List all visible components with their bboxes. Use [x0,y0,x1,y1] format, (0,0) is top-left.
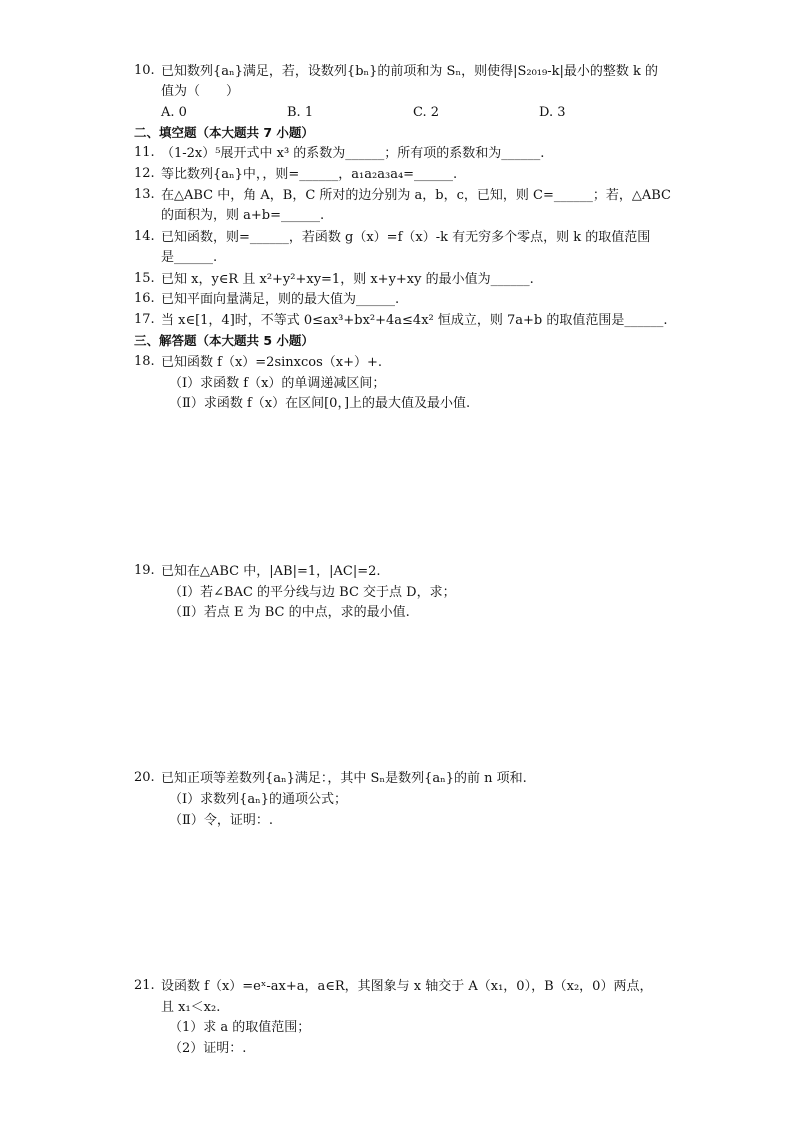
question-number: 21. [134,978,155,993]
question-text: 已知数列{aₙ}满足，若，设数列{bₙ}的前项和为 Sₙ，则使得|S₂₀₁₉-k|最小的整数 k 的 [161,64,658,79]
question-number: 16. [134,291,155,306]
question-text: 在△ABC 中，角 A，B，C 所对的边分别为 a，b，c，已知，则 C=______；若，△ABC [161,188,671,203]
sub-question-2: （2）证明：. [169,1041,247,1056]
sub-question-2: （Ⅱ）求函数 f（x）在区间[0，]上的最大值及最小值. [169,396,471,411]
question-text-cont: 是______. [161,250,218,265]
question-number: 19. [134,563,155,578]
question-text: 已知 x，y∈R 且 x²+y²+xy=1，则 x+y+xy 的最小值为______. [161,272,534,287]
option-b: B. 1 [287,105,314,120]
question-text: 等比数列{aₙ}中，，则=______，a₁a₂a₃a₄=______. [161,167,458,182]
question-text: 设函数 f（x）=eˣ-ax+a，a∈R，其图象与 x 轴交于 A（x₁，0），B（x₂，0）两点， [161,979,653,994]
question-number: 14. [134,229,155,244]
question-number: 18. [134,354,155,369]
question-text: 已知函数 f（x）=2sinxcos（x+）+. [161,355,383,370]
question-text-cont: 的面积为，则 a+b=______. [161,208,325,223]
question-text: 已知在△ABC 中，|AB|=1，|AC|=2. [161,564,381,579]
question-number: 10. [134,63,155,78]
question-number: 11. [134,145,155,160]
question-text: 当 x∈[1，4]时，不等式 0≤ax³+bx²+4a≤4x² 恒成立，则 7a+b 的取值范围是______. [161,313,668,328]
question-number: 17. [134,312,155,327]
question-text-cont: 值为（ ） [161,84,240,99]
question-number: 20. [134,770,155,785]
option-d: D. 3 [539,105,566,120]
section-heading-fill-in: 二、填空题（本大题共 7 小题） [134,125,314,140]
option-a: A. 0 [161,105,187,120]
question-text: 已知平面向量满足，则的最大值为______. [161,292,400,307]
question-text: （1-2x）⁵展开式中 x³ 的系数为______；所有项的系数和为______. [161,146,545,161]
question-number: 13. [134,187,155,202]
sub-question-1: （Ⅰ）求数列{aₙ}的通项公式； [169,792,348,807]
sub-question-2: （Ⅱ）令，证明：. [169,813,273,828]
question-text-cont: 且 x₁＜x₂. [161,1000,221,1015]
question-text: 已知函数，则=______，若函数 g（x）=f（x）-k 有无穷多个零点，则 k 的取值范围 [161,230,651,245]
question-text: 已知正项等差数列{aₙ}满足：，其中 Sₙ是数列{aₙ}的前 n 项和. [161,771,527,786]
sub-question-2: （Ⅱ）若点 E 为 BC 的中点，求的最小值. [169,605,410,620]
question-number: 12. [134,166,155,181]
section-heading-answer: 三、解答题（本大题共 5 小题） [134,333,314,348]
option-c: C. 2 [413,105,440,120]
sub-question-1: （Ⅰ）若∠BAC 的平分线与边 BC 交于点 D，求； [169,585,456,600]
question-number: 15. [134,271,155,286]
sub-question-1: （1）求 a 的取值范围； [169,1020,311,1035]
sub-question-1: （Ⅰ）求函数 f（x）的单调递减区间； [169,376,386,391]
